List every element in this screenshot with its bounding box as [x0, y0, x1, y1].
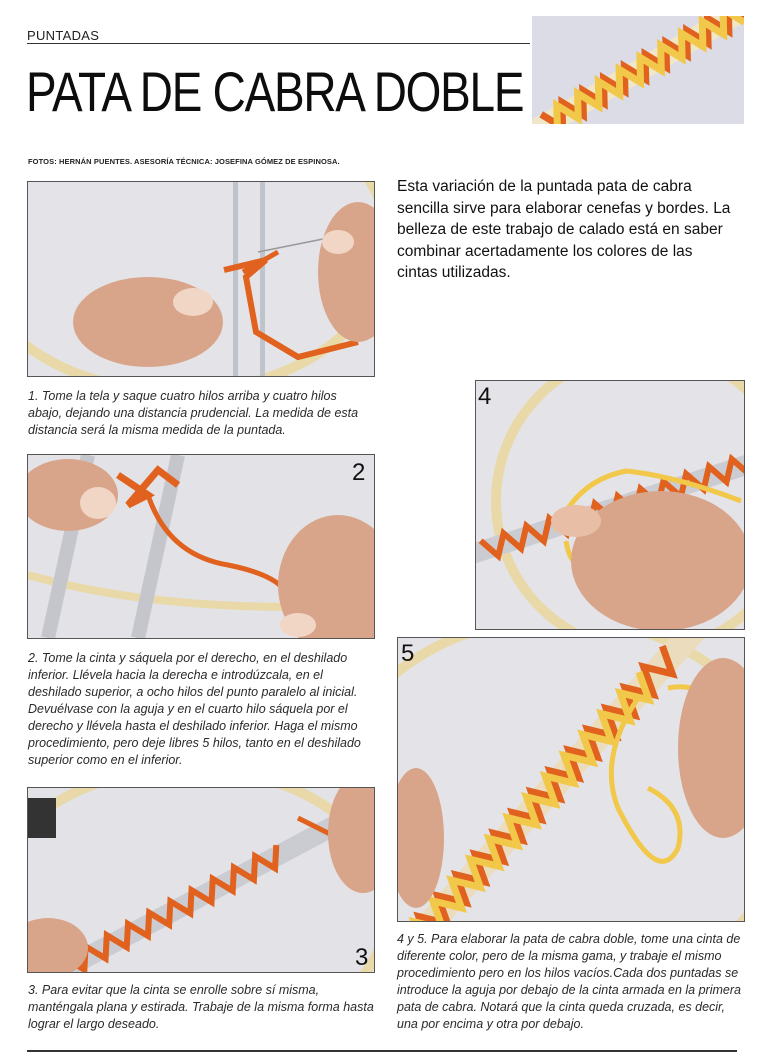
step-3-photo [27, 787, 375, 973]
step-2-photo [27, 454, 375, 639]
header-rule [27, 43, 530, 44]
step-4-photo [475, 380, 745, 630]
step-4-5-caption: 4 y 5. Para elaborar la pata de cabra doble, tome una cinta de diferente color, pero de la misma gama, y trabaje el mismo procedimiento pero en los hilos vacíos.Cada dos puntadas se introduce la aguja por debajo de la cinta armada en la primera pata de cabra. Notará que la cinta queda cruzada, es decir, una por encima y otra por debajo. [397, 932, 741, 1031]
banner-photo [532, 16, 744, 124]
photo-credits: FOTOS: HERNÁN PUENTES. ASESORÍA TÉCNICA: JOSEFINA GÓMEZ DE ESPINOSA. [28, 157, 340, 166]
step-4-number: 4 [478, 383, 492, 410]
footer-rule [27, 1050, 737, 1052]
step-1-photo [27, 181, 375, 377]
step-5-number: 5 [401, 640, 415, 667]
step-2-number: 2 [352, 459, 366, 486]
intro-text: Esta variación de la puntada pata de cabra sencilla sirve para elaborar cenefas y bordes. La belleza de este trabajo de calado está en saber combinar acertadamente los colores de las cintas utilizadas. [397, 178, 731, 281]
step-3-number: 3 [355, 944, 369, 971]
step-5-photo [397, 637, 745, 922]
page-title: PATA DE CABRA DOBLE [26, 60, 524, 123]
section-label: PUNTADAS [27, 28, 100, 43]
step-1-caption: 1. Tome la tela y saque cuatro hilos arriba y cuatro hilos abajo, dejando una distancia prudencial. La medida de esta distancia será la misma medida de la puntada. [28, 389, 359, 437]
step-3-caption: 3. Para evitar que la cinta se enrolle sobre sí misma, manténgala plana y estirada. Trabaje de la misma forma hasta lograr el largo deseado. [28, 983, 374, 1031]
step-2-caption: 2. Tome la cinta y sáquela por el derecho, en el deshilado inferior. Llévela hacia la derecha e introdúzcala, en el deshilado superior, a ocho hilos del punto paralelo al inicial. Devuélvase con la aguja y en el cuarto hilo sáquela por el derecho y llévela hasta el deshilado inferior. Haga el mismo procedimiento, pero deje libres 5 hilos, tanto en el deshilado superior como en el inferior. [28, 651, 361, 767]
